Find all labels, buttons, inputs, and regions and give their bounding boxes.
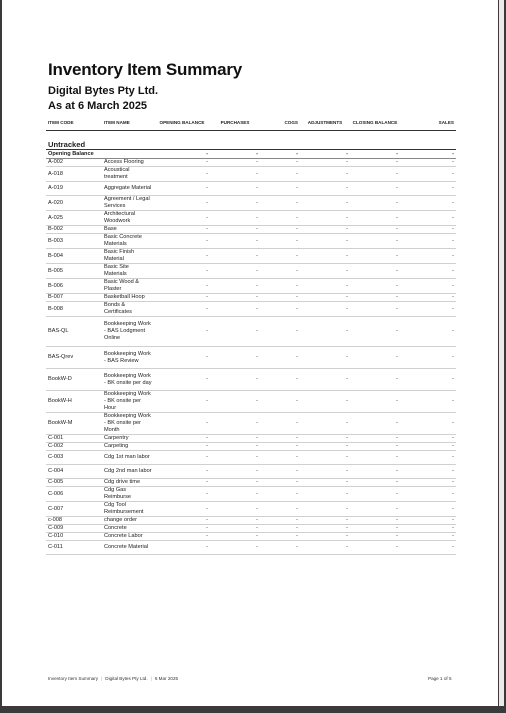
item-name: Cdg 2nd man labor [102, 465, 154, 479]
item-name: Aggregate Material [102, 182, 154, 196]
opening-balance-value: - [154, 234, 210, 249]
adjustments-value: - [300, 211, 350, 226]
item-name: Cdg 1st man labor [102, 451, 154, 465]
closing-balance-value: - [350, 159, 400, 167]
closing-balance-value: - [350, 150, 400, 159]
opening-balance-value: - [154, 226, 210, 234]
opening-balance-value: - [154, 369, 210, 391]
closing-balance-value: - [350, 487, 400, 502]
opening-balance-value: - [154, 182, 210, 196]
closing-balance-value: - [350, 413, 400, 435]
adjustments-value: - [300, 369, 350, 391]
sales-value: - [400, 294, 456, 302]
sales-value: - [400, 391, 456, 413]
cogs-value: - [260, 226, 300, 234]
purchases-value: - [210, 525, 260, 533]
item-code: c-008 [46, 517, 102, 525]
cogs-value: - [260, 159, 300, 167]
table-row [46, 182, 456, 196]
adjustments-value: - [300, 167, 350, 182]
opening-balance-value: - [154, 159, 210, 167]
sales-value: - [400, 302, 456, 317]
closing-balance-value: - [350, 182, 400, 196]
table-row [46, 249, 456, 264]
purchases-value: - [210, 317, 260, 347]
table-row [46, 525, 456, 533]
cogs-value: - [260, 150, 300, 159]
opening-balance-value: - [154, 294, 210, 302]
purchases-value: - [210, 211, 260, 226]
item-code: C-003 [46, 451, 102, 465]
purchases-value: - [210, 451, 260, 465]
adjustments-value: - [300, 435, 350, 443]
inventory-table [46, 116, 456, 555]
closing-balance-value: - [350, 196, 400, 211]
sales-value: - [400, 451, 456, 465]
opening-balance-value: - [154, 391, 210, 413]
item-name: Bookkeeping Work - BAS Lodgment Online [102, 317, 154, 347]
purchases-value: - [210, 150, 260, 159]
item-name: Acoustical treatment [102, 167, 154, 182]
closing-balance-value: - [350, 302, 400, 317]
item-code: BookW-D [46, 369, 102, 391]
purchases-value: - [210, 234, 260, 249]
item-name: change order [102, 517, 154, 525]
adjustments-value: - [300, 159, 350, 167]
closing-balance-value: - [350, 541, 400, 555]
adjustments-value: - [300, 502, 350, 517]
opening-balance-value: - [154, 302, 210, 317]
item-code: B-004 [46, 249, 102, 264]
purchases-value: - [210, 502, 260, 517]
item-name: Concrete Material [102, 541, 154, 555]
footer-report-name: Inventory Item Summary [48, 676, 99, 681]
cogs-value: - [260, 167, 300, 182]
report-date: As at 6 March 2025 [48, 100, 148, 112]
item-name: Agreement / Legal Services [102, 196, 154, 211]
opening-balance-value: - [154, 435, 210, 443]
table-row [46, 541, 456, 555]
table-row [46, 264, 456, 279]
adjustments-value: - [300, 234, 350, 249]
item-code: C-006 [46, 487, 102, 502]
sales-value: - [400, 465, 456, 479]
sales-value: - [400, 525, 456, 533]
table-row [46, 517, 456, 525]
purchases-value: - [210, 443, 260, 451]
item-name: Carpentry [102, 435, 154, 443]
purchases-value: - [210, 541, 260, 555]
purchases-value: - [210, 465, 260, 479]
cogs-value: - [260, 347, 300, 369]
page-number: Page 1 of 5 [428, 676, 452, 681]
closing-balance-value: - [350, 435, 400, 443]
opening-balance-value: - [154, 249, 210, 264]
table-row [46, 451, 456, 465]
item-name: Concrete [102, 525, 154, 533]
item-code: C-005 [46, 479, 102, 487]
item-code: B-003 [46, 234, 102, 249]
opening-balance-value: - [154, 465, 210, 479]
sales-value: - [400, 317, 456, 347]
item-name: Access Flooring [102, 159, 154, 167]
purchases-value: - [210, 347, 260, 369]
cogs-value: - [260, 517, 300, 525]
sales-value: - [400, 226, 456, 234]
table-row [46, 211, 456, 226]
opening-balance-value: - [154, 317, 210, 347]
cogs-value: - [260, 234, 300, 249]
opening-balance-row [46, 150, 456, 159]
closing-balance-value: - [350, 525, 400, 533]
purchases-value: - [210, 196, 260, 211]
purchases-value: - [210, 249, 260, 264]
table-row [46, 391, 456, 413]
table-row [46, 465, 456, 479]
table-row [46, 487, 456, 502]
adjustments-value: - [300, 264, 350, 279]
item-code: A-020 [46, 196, 102, 211]
cogs-value: - [260, 502, 300, 517]
item-code: BookW-M [46, 413, 102, 435]
item-code: B-008 [46, 302, 102, 317]
cogs-value: - [260, 294, 300, 302]
footer-info: Inventory Item Summary | Digital Bytes Pty Ltd. | 6 Mar 2025 [48, 676, 179, 681]
sales-value: - [400, 167, 456, 182]
sales-value: - [400, 487, 456, 502]
closing-balance-value: - [350, 369, 400, 391]
closing-balance-value: - [350, 264, 400, 279]
adjustments-value: - [300, 465, 350, 479]
opening-balance-value: - [154, 196, 210, 211]
cogs-value: - [260, 541, 300, 555]
item-code: B-007 [46, 294, 102, 302]
opening-balance-label: Opening Balance [46, 150, 154, 159]
closing-balance-value: - [350, 479, 400, 487]
company-name: Digital Bytes Pty Ltd. [48, 85, 159, 97]
item-code: A-002 [46, 159, 102, 167]
cogs-value: - [260, 317, 300, 347]
item-name: Bonds & Certificates [102, 302, 154, 317]
table-row [46, 533, 456, 541]
table-row [46, 167, 456, 182]
cogs-value: - [260, 211, 300, 226]
item-name: Basic Wood & Plaster [102, 279, 154, 294]
opening-balance-value: - [154, 211, 210, 226]
adjustments-value: - [300, 413, 350, 435]
purchases-value: - [210, 533, 260, 541]
item-code: B-002 [46, 226, 102, 234]
opening-balance-value: - [154, 413, 210, 435]
table-row [46, 479, 456, 487]
item-code: C-007 [46, 502, 102, 517]
purchases-value: - [210, 167, 260, 182]
adjustments-value: - [300, 302, 350, 317]
sales-value: - [400, 369, 456, 391]
cogs-value: - [260, 182, 300, 196]
adjustments-value: - [300, 182, 350, 196]
adjustments-value: - [300, 249, 350, 264]
closing-balance-value: - [350, 249, 400, 264]
adjustments-value: - [300, 347, 350, 369]
item-name: Carpeting [102, 443, 154, 451]
opening-balance-value: - [154, 347, 210, 369]
footer-date: 6 Mar 2025 [154, 676, 179, 681]
table-row [46, 279, 456, 294]
sales-value: - [400, 264, 456, 279]
purchases-value: - [210, 159, 260, 167]
col-adjustments: ADJUSTMENTS [300, 116, 350, 131]
cogs-value: - [260, 443, 300, 451]
cogs-value: - [260, 279, 300, 294]
purchases-value: - [210, 302, 260, 317]
cogs-value: - [260, 465, 300, 479]
item-code: C-001 [46, 435, 102, 443]
table-row [46, 317, 456, 347]
table-row [46, 435, 456, 443]
table-row [46, 369, 456, 391]
item-code: B-005 [46, 264, 102, 279]
cogs-value: - [260, 249, 300, 264]
table-row [46, 347, 456, 369]
closing-balance-value: - [350, 517, 400, 525]
adjustments-value: - [300, 533, 350, 541]
closing-balance-value: - [350, 465, 400, 479]
sales-value: - [400, 413, 456, 435]
closing-balance-value: - [350, 279, 400, 294]
sales-value: - [400, 249, 456, 264]
item-name: Cdg Gas Reimburse [102, 487, 154, 502]
sales-value: - [400, 479, 456, 487]
adjustments-value: - [300, 525, 350, 533]
opening-balance-value: - [154, 517, 210, 525]
table-row [46, 226, 456, 234]
item-code: BookW-H [46, 391, 102, 413]
adjustments-value: - [300, 487, 350, 502]
item-code: C-010 [46, 533, 102, 541]
item-name: Cdg drive time [102, 479, 154, 487]
item-code: A-018 [46, 167, 102, 182]
section-title: Untracked [46, 139, 456, 150]
item-name: Basic Concrete Materials [102, 234, 154, 249]
opening-balance-value: - [154, 502, 210, 517]
table-header-row [46, 116, 456, 131]
cogs-value: - [260, 533, 300, 541]
sales-value: - [400, 443, 456, 451]
opening-balance-value: - [154, 279, 210, 294]
sales-value: - [400, 234, 456, 249]
sales-value: - [400, 279, 456, 294]
closing-balance-value: - [350, 317, 400, 347]
closing-balance-value: - [350, 294, 400, 302]
closing-balance-value: - [350, 167, 400, 182]
col-sales: SALES [400, 116, 456, 131]
adjustments-value: - [300, 150, 350, 159]
opening-balance-value: - [154, 150, 210, 159]
item-name: Architectural Woodwork [102, 211, 154, 226]
section-header [46, 139, 456, 150]
closing-balance-value: - [350, 347, 400, 369]
cogs-value: - [260, 525, 300, 533]
closing-balance-value: - [350, 533, 400, 541]
opening-balance-value: - [154, 479, 210, 487]
cogs-value: - [260, 479, 300, 487]
sales-value: - [400, 196, 456, 211]
closing-balance-value: - [350, 391, 400, 413]
sales-value: - [400, 211, 456, 226]
table-row [46, 234, 456, 249]
item-name: Basic Finish Material [102, 249, 154, 264]
item-name: Basketball Hoop [102, 294, 154, 302]
opening-balance-value: - [154, 541, 210, 555]
purchases-value: - [210, 435, 260, 443]
item-code: C-004 [46, 465, 102, 479]
table-row [46, 502, 456, 517]
purchases-value: - [210, 264, 260, 279]
col-item-name: ITEM NAME [102, 116, 154, 131]
cogs-value: - [260, 413, 300, 435]
closing-balance-value: - [350, 211, 400, 226]
opening-balance-value: - [154, 264, 210, 279]
adjustments-value: - [300, 517, 350, 525]
adjustments-value: - [300, 294, 350, 302]
report-title: Inventory Item Summary [48, 60, 242, 79]
item-name: Basic Site Materials [102, 264, 154, 279]
col-cogs: COGS [260, 116, 300, 131]
opening-balance-value: - [154, 167, 210, 182]
item-code: C-009 [46, 525, 102, 533]
item-name: Concrete Labor [102, 533, 154, 541]
purchases-value: - [210, 517, 260, 525]
cogs-value: - [260, 435, 300, 443]
cogs-value: - [260, 196, 300, 211]
opening-balance-value: - [154, 487, 210, 502]
cogs-value: - [260, 391, 300, 413]
purchases-value: - [210, 369, 260, 391]
item-name: Bookkeeping Work - BK onsite per Hour [102, 391, 154, 413]
adjustments-value: - [300, 391, 350, 413]
item-name: Bookkeeping Work - BK onsite per Month [102, 413, 154, 435]
purchases-value: - [210, 479, 260, 487]
opening-balance-value: - [154, 451, 210, 465]
col-opening-balance: OPENING BALANCE [154, 116, 210, 131]
item-code: C-002 [46, 443, 102, 451]
item-name: Bookkeeping Work - BAS Review [102, 347, 154, 369]
item-code: B-006 [46, 279, 102, 294]
item-code: A-019 [46, 182, 102, 196]
col-purchases: PURCHASES [210, 116, 260, 131]
item-code: A-025 [46, 211, 102, 226]
purchases-value: - [210, 182, 260, 196]
sales-value: - [400, 502, 456, 517]
purchases-value: - [210, 487, 260, 502]
cogs-value: - [260, 369, 300, 391]
closing-balance-value: - [350, 226, 400, 234]
item-code: C-011 [46, 541, 102, 555]
table-row [46, 196, 456, 211]
sales-value: - [400, 150, 456, 159]
opening-balance-value: - [154, 525, 210, 533]
closing-balance-value: - [350, 451, 400, 465]
item-code: BAS-QL [46, 317, 102, 347]
sales-value: - [400, 347, 456, 369]
cogs-value: - [260, 302, 300, 317]
col-item-code: ITEM CODE [46, 116, 102, 131]
sales-value: - [400, 533, 456, 541]
sales-value: - [400, 435, 456, 443]
footer-company: Digital Bytes Pty Ltd. [105, 676, 148, 681]
sales-value: - [400, 517, 456, 525]
adjustments-value: - [300, 451, 350, 465]
adjustments-value: - [300, 443, 350, 451]
sales-value: - [400, 182, 456, 196]
opening-balance-value: - [154, 443, 210, 451]
adjustments-value: - [300, 541, 350, 555]
cogs-value: - [260, 487, 300, 502]
cogs-value: - [260, 451, 300, 465]
purchases-value: - [210, 294, 260, 302]
purchases-value: - [210, 226, 260, 234]
adjustments-value: - [300, 317, 350, 347]
adjustments-value: - [300, 196, 350, 211]
purchases-value: - [210, 279, 260, 294]
purchases-value: - [210, 391, 260, 413]
sales-value: - [400, 541, 456, 555]
item-code: BAS-Qrev [46, 347, 102, 369]
item-name: Cdg Tool Reimbursement [102, 502, 154, 517]
col-closing-balance: CLOSING BALANCE [350, 116, 400, 131]
closing-balance-value: - [350, 502, 400, 517]
closing-balance-value: - [350, 443, 400, 451]
adjustments-value: - [300, 226, 350, 234]
table-row [46, 443, 456, 451]
adjustments-value: - [300, 279, 350, 294]
table-row [46, 294, 456, 302]
cogs-value: - [260, 264, 300, 279]
item-name: Bookkeeping Work - BK onsite per day [102, 369, 154, 391]
closing-balance-value: - [350, 234, 400, 249]
item-name: Base [102, 226, 154, 234]
opening-balance-value: - [154, 533, 210, 541]
adjustments-value: - [300, 479, 350, 487]
table-row [46, 413, 456, 435]
purchases-value: - [210, 413, 260, 435]
scrollbar[interactable] [499, 0, 504, 706]
table-row [46, 302, 456, 317]
sales-value: - [400, 159, 456, 167]
table-row [46, 159, 456, 167]
